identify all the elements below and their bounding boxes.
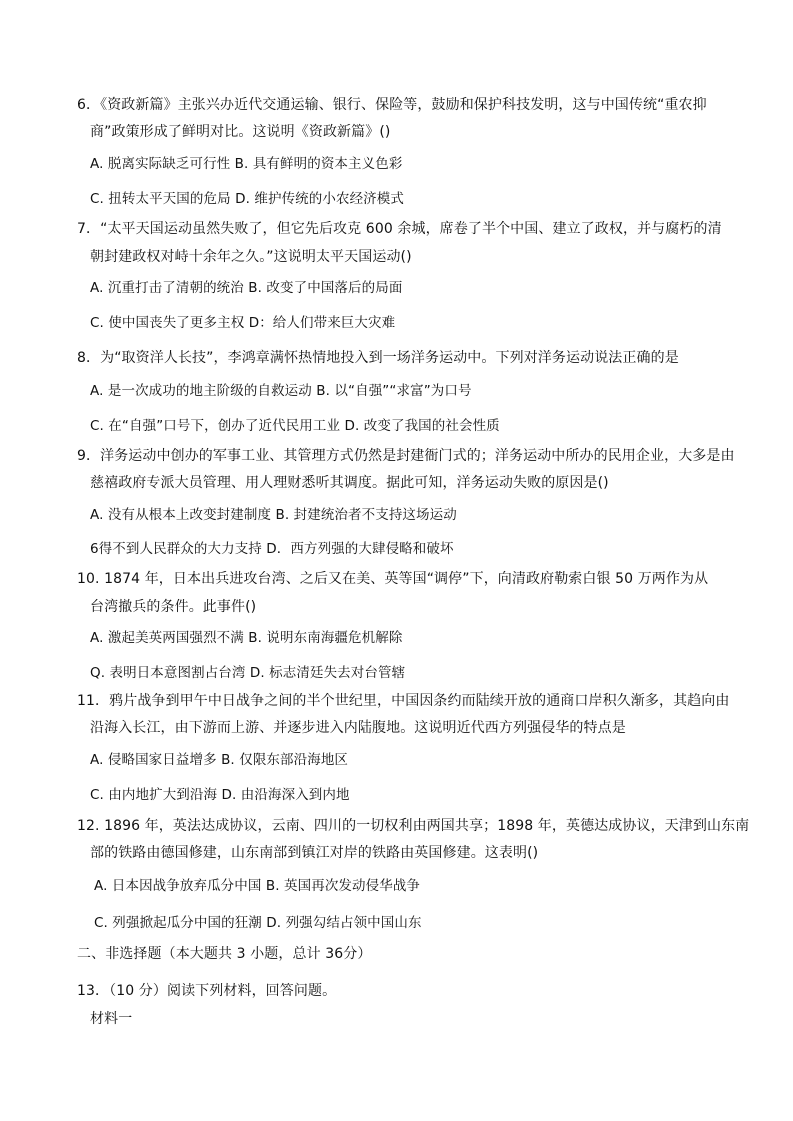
question-11-options-ab: A. 侵略国家日益增多 B. 仅限东部沿海地区 bbox=[90, 752, 349, 768]
question-7-options-ab: A. 沉重打击了清朝的统治 B. 改变了中国落后的局面 bbox=[90, 280, 403, 296]
question-9-stem-line-2: 慈禧政府专派大员管理、用人理财悉听其调度。据此可知，洋务运动失败的原因是() bbox=[90, 475, 609, 491]
question-7-stem-line-1: 7．“太平天国运动虽然失败了，但它先后攻克 600 余城，席卷了半个中国、建立了政权，并与腐朽的清 bbox=[77, 221, 722, 237]
question-9-options-cd: 6得不到人民群众的大力支持 D．西方列强的大肆侵略和破坏 bbox=[90, 541, 454, 557]
question-6-options-cd: C. 扭转太平天国的危局 D. 维护传统的小农经济模式 bbox=[90, 191, 404, 207]
question-7-options-cd: C. 使中国丧失了更多主权 D：给人们带来巨大灾难 bbox=[90, 315, 396, 331]
question-7-stem-line-2: 朝封建政权对峙十余年之久。”这说明太平天国运动() bbox=[90, 249, 412, 265]
question-8-options-ab: A. 是一次成功的地主阶级的自救运动 B. 以“自强”“求富”为口号 bbox=[90, 383, 472, 399]
question-6-options-ab: A. 脱离实际缺乏可行性 B. 具有鲜明的资本主义色彩 bbox=[90, 156, 403, 172]
question-6-stem-line-1: 6．《资政新篇》主张兴办近代交通运输、银行、保险等，鼓励和保护科技发明，这与中国传统“重农抑 bbox=[77, 97, 707, 113]
question-10-options-ab: A. 激起美英两国强烈不满 B. 说明东南海疆危机解除 bbox=[90, 630, 403, 646]
question-10-stem-line-1: 10. 1874 年，日本出兵进攻台湾、之后又在美、英等国“调停”下，向清政府勒索白银 50 万两作为从 bbox=[77, 571, 709, 587]
question-8-stem-line-1: 8．为“取资洋人长技”，李鸿章满怀热情地投入到一场洋务运动中。下列对洋务运动说法正确的是 bbox=[77, 350, 679, 366]
question-12-options-ab: A. 日本因战争放弃瓜分中国 B. 英国再次发动侵华战争 bbox=[94, 878, 421, 894]
question-12-options-cd: C. 列强掀起瓜分中国的狂潮 D. 列强勾结占领中国山东 bbox=[94, 915, 422, 931]
question-11-options-cd: C. 由内地扩大到沿海 D. 由沿海深入到内地 bbox=[90, 787, 350, 803]
section-2-heading: 二、非选择题（本大题共 3 小题，总计 36分） bbox=[77, 946, 372, 962]
question-13-stem: 13．（10 分）阅读下列材料，回答问题。 bbox=[77, 983, 337, 999]
question-6-stem-line-2: 商”政策形成了鲜明对比。这说明《资政新篇》() bbox=[90, 124, 391, 140]
question-8-options-cd: C. 在“自强”口号下，创办了近代民用工业 D. 改变了我国的社会性质 bbox=[90, 418, 500, 434]
question-10-stem-line-2: 台湾撤兵的条件。此事件() bbox=[90, 599, 257, 615]
question-12-stem-line-2: 部的铁路由德国修建，山东南部到镇江对岸的铁路由英国修建。这表明() bbox=[90, 845, 539, 861]
question-9-stem-line-1: 9．洋务运动中创办的军事工业、其管理方式仍然是封建衙门式的；洋务运动中所办的民用企业，大多是由 bbox=[77, 448, 735, 464]
question-9-options-ab: A. 没有从根本上改变封建制度 B. 封建统治者不支持这场运动 bbox=[90, 507, 457, 523]
question-12-stem-line-1: 12. 1896 年，英法达成协议，云南、四川的一切权利由两国共享；1898 年，英德达成协议，天津到山东南 bbox=[77, 818, 750, 834]
question-11-stem-line-1: 11．鸦片战争到甲午中日战争之间的半个世纪里，中国因条约而陆续开放的通商口岸积久渐多，其趋向由 bbox=[77, 693, 730, 709]
question-11-stem-line-2: 沿海入长江，由下游而上游、并逐步进入内陆腹地。这说明近代西方列强侵华的特点是 bbox=[90, 720, 626, 736]
material-1-label: 材料一 bbox=[90, 1011, 133, 1027]
question-10-options-cd: Q. 表明日本意图割占台湾 D. 标志清廷失去对台管辖 bbox=[90, 665, 406, 681]
